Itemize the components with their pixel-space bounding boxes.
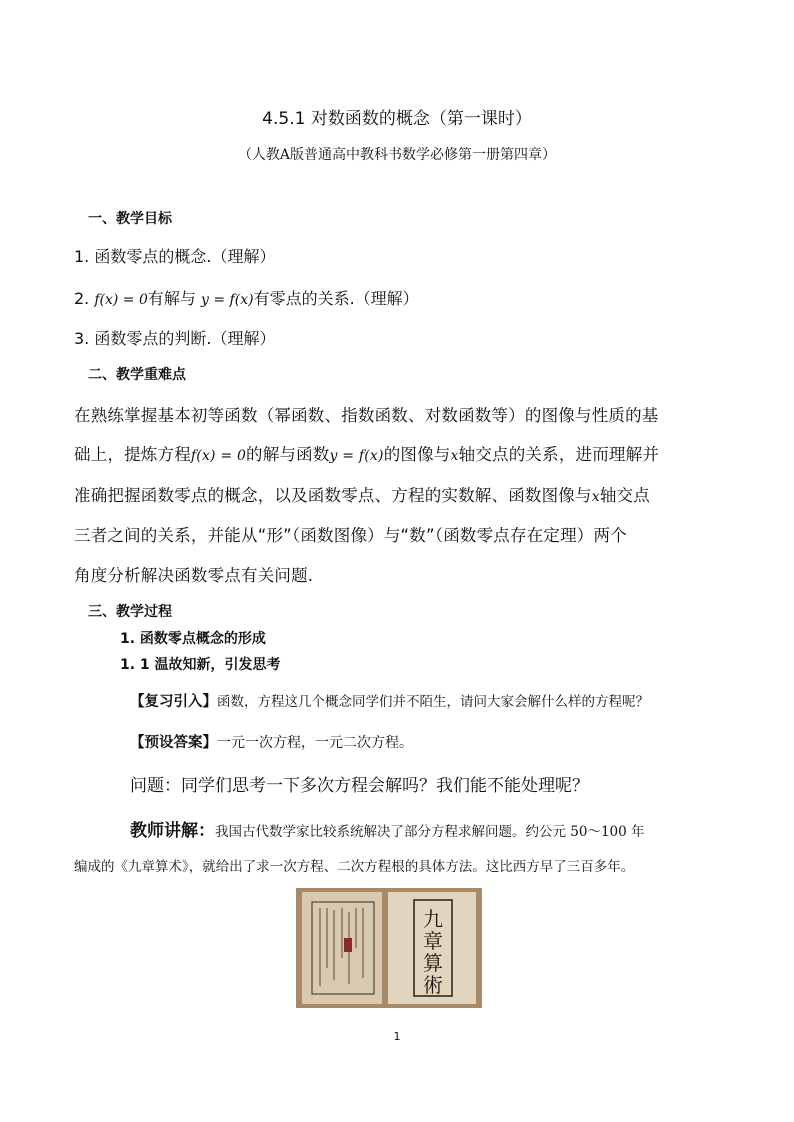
math-x: x <box>450 448 459 464</box>
math-y-eq-fx: y = f(x) <box>201 292 254 308</box>
page-subtitle: （人教A版普通高中教科书数学必修第一册第四章） <box>237 147 557 163</box>
text: 的解与函数 <box>246 445 330 464</box>
section-heading-keypoints: 二、教学重难点 <box>88 367 186 383</box>
teacher-text: 我国古代数学家比较系统解决了部分方程求解问题。约公元 50～100 年 <box>215 824 645 840</box>
item-number: 2. <box>74 289 90 308</box>
teacher-explanation-line-2: 编成的《九章算术》，就给出了求一次方程、二次方程根的具体方法。这比西方早了三百多年。 <box>74 859 635 875</box>
objective-item-2 <box>74 286 419 309</box>
section-heading-process: 三、教学过程 <box>88 604 172 620</box>
question-line <box>130 771 589 796</box>
math-x: x <box>591 489 600 505</box>
question-text: 同学们思考一下多次方程会解吗？我们能不能处理呢？ <box>181 776 589 796</box>
text: 轴交点 <box>599 486 650 505</box>
preset-answer <box>130 731 413 752</box>
page-title: 4.5.1 对数函数的概念（第一课时） <box>262 109 532 129</box>
subsubsection-heading: 1. 1 温故知新，引发思考 <box>120 657 281 673</box>
text: 轴交点的关系，进而理解并 <box>458 445 660 464</box>
question-label: 问题： <box>130 776 181 796</box>
paragraph-line-1: 在熟练掌握基本初等函数（幂函数、指数函数、对数函数等）的图像与性质的基 <box>74 406 659 425</box>
math-y-eq-fx: y = f(x) <box>329 448 384 464</box>
svg-text:算: 算 <box>423 951 443 975</box>
text: 础上，提炼方程 <box>74 445 191 464</box>
page-number: 1 <box>393 1030 401 1043</box>
answer-label: 【预设答案】 <box>130 735 217 751</box>
review-intro <box>130 690 649 711</box>
math-fx-eq-0: f(x) = 0 <box>190 448 247 464</box>
svg-text:章: 章 <box>423 929 443 953</box>
svg-text:九: 九 <box>423 907 443 931</box>
teacher-label: 教师讲解： <box>130 821 215 841</box>
paragraph-line-3 <box>74 482 650 506</box>
section-heading-objectives: 一、教学目标 <box>88 211 172 227</box>
text: 有解与 <box>147 289 196 308</box>
review-label: 【复习引入】 <box>130 694 217 710</box>
review-text: 函数，方程这几个概念同学们并不陌生，请问大家会解什么样的方程呢？ <box>217 694 649 710</box>
text: 准确把握函数零点的概念，以及函数零点、方程的实数解、函数图像与 <box>74 486 592 505</box>
text: 有零点的关系.（理解） <box>253 289 419 308</box>
subsection-heading: 1. 函数零点概念的形成 <box>120 631 266 647</box>
paragraph-line-4: 三者之间的关系，并能从“形”（函数图像）与“数”（函数零点存在定理）两个 <box>74 526 627 545</box>
answer-text: 一元一次方程，一元二次方程。 <box>217 735 413 751</box>
objective-item-1: 1. 函数零点的概念.（理解） <box>74 247 276 266</box>
svg-text:術: 術 <box>423 973 443 997</box>
book-photo <box>296 888 482 1008</box>
jiuzhang-suanshu-image <box>296 888 482 1008</box>
text: 的图像与 <box>383 445 451 464</box>
paragraph-line-2 <box>74 441 659 465</box>
teacher-explanation <box>130 816 645 841</box>
objective-item-3: 3. 函数零点的判断.（理解） <box>74 329 276 348</box>
math-fx-eq-0: f(x) = 0 <box>94 292 148 308</box>
paragraph-line-5: 角度分析解决函数零点有关问题. <box>74 566 314 585</box>
